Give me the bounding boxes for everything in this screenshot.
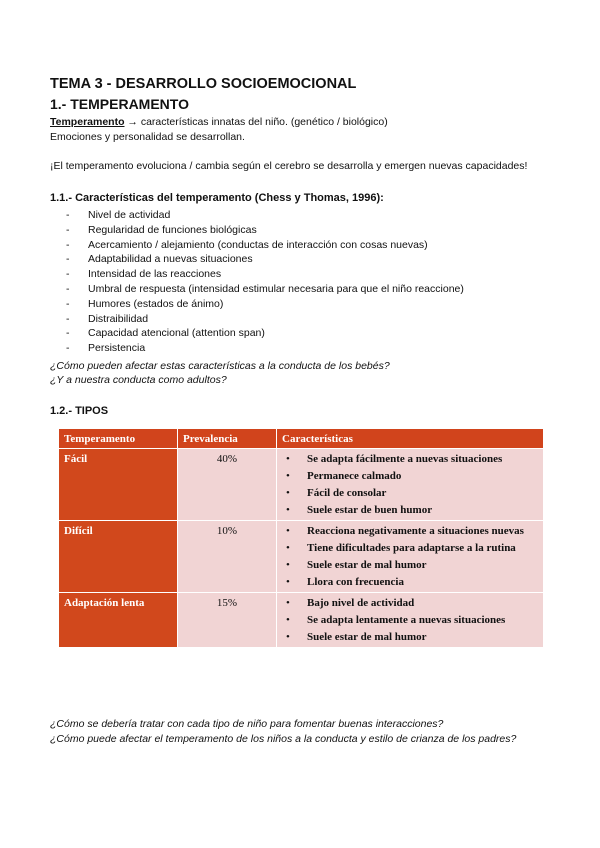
definition-text: características innatas del niño. (genético / biológico)	[140, 116, 388, 128]
section-heading-tipos: 1.2.- TIPOS	[50, 405, 109, 417]
characteristics-cell	[277, 593, 544, 648]
table-header-row	[59, 429, 544, 449]
definition-term: Temperamento	[50, 116, 125, 128]
column-header-caracteristicas: Características	[277, 429, 544, 449]
bullet-icon: •	[286, 470, 290, 482]
section-heading-temperamento: 1.- TEMPERAMENTO	[50, 96, 189, 112]
temperament-type: Adaptación lenta	[59, 593, 178, 648]
list-item: - Intensidad de las reacciones	[66, 268, 222, 281]
question-interactions: ¿Cómo se debería tratar con cada tipo de niño para fomentar buenas interacciones?	[50, 718, 444, 730]
list-item: - Umbral de respuesta (intensidad estimular necesaria para que el niño reaccione)	[66, 282, 464, 295]
bullet-icon: •	[286, 597, 290, 609]
definition-line	[50, 116, 388, 128]
list-item: - Adaptabilidad a nuevas situaciones	[66, 253, 253, 266]
table-row	[59, 593, 544, 648]
bullet-icon: •	[286, 576, 290, 588]
prevalence-value: 10%	[178, 521, 277, 593]
bullet-icon: •	[286, 559, 290, 571]
dash-bullet: -	[66, 327, 70, 340]
list-item: - Acercamiento / alejamiento (conductas de interacción con cosas nuevas)	[66, 238, 428, 251]
dash-bullet: -	[66, 282, 70, 295]
page-title: TEMA 3 - DESARROLLO SOCIOEMOCIONAL	[50, 76, 357, 92]
table-row	[59, 449, 544, 521]
bullet-icon: •	[286, 614, 290, 626]
list-item: • Suele estar de mal humor	[282, 557, 538, 574]
list-item: • Se adapta fácilmente a nuevas situaciones	[282, 451, 538, 468]
dash-bullet: -	[66, 312, 70, 325]
emotions-line: Emociones y personalidad se desarrollan.	[50, 131, 245, 143]
dash-bullet: -	[66, 238, 70, 251]
list-item: • Se adapta lentamente a nuevas situaciones	[282, 612, 538, 629]
list-item: • Fácil de consolar	[282, 485, 538, 502]
list-item: - Persistencia	[66, 342, 146, 355]
evolution-line: ¡El temperamento evoluciona / cambia según el cerebro se desarrolla y emergen nuevas capacidades!	[50, 160, 528, 172]
dash-bullet: -	[66, 297, 70, 310]
list-item: - Humores (estados de ánimo)	[66, 297, 224, 310]
dash-bullet: -	[66, 342, 70, 355]
section-heading-caracteristicas: 1.1.- Características del temperamento (Chess y Thomas, 1996):	[50, 192, 384, 204]
characteristics-cell	[277, 449, 544, 521]
dash-bullet: -	[66, 209, 70, 221]
prevalence-value: 15%	[178, 593, 277, 648]
question-parenting: ¿Cómo puede afectar el temperamento de los niños a la conducta y estilo de crianza de los padres?	[50, 733, 517, 745]
list-item: • Permanece calmado	[282, 468, 538, 485]
temperament-table	[58, 428, 544, 648]
list-item: - Nivel de actividad	[66, 209, 171, 221]
bullet-icon: •	[286, 525, 290, 537]
list-item: • Suele estar de mal humor	[282, 629, 538, 646]
dash-bullet: -	[66, 253, 70, 266]
bullet-icon: •	[286, 504, 290, 516]
list-item: - Capacidad atencional (attention span)	[66, 327, 265, 340]
column-header-prevalencia: Prevalencia	[178, 429, 277, 449]
temperament-type: Difícil	[59, 521, 178, 593]
list-item: • Tiene dificultades para adaptarse a la rutina	[282, 540, 538, 557]
bullet-icon: •	[286, 542, 290, 554]
list-item: - Distraibilidad	[66, 312, 149, 325]
question-behavior-babies: ¿Cómo pueden afectar estas características a la conducta de los bebés?	[50, 360, 390, 372]
dash-bullet: -	[66, 223, 70, 236]
question-adult-behavior: ¿Y a nuestra conducta como adultos?	[50, 374, 227, 386]
characteristics-cell	[277, 521, 544, 593]
traits-list	[64, 208, 464, 356]
bullet-icon: •	[286, 453, 290, 465]
column-header-temperamento: Temperamento	[59, 429, 178, 449]
list-item: • Suele estar de buen humor	[282, 502, 538, 519]
arrow-icon: →	[127, 116, 138, 128]
dash-bullet: -	[66, 268, 70, 281]
bullet-icon: •	[286, 487, 290, 499]
list-item: • Reacciona negativamente a situaciones nuevas	[282, 523, 538, 540]
table-row	[59, 521, 544, 593]
temperament-type: Fácil	[59, 449, 178, 521]
list-item: • Bajo nivel de actividad	[282, 595, 538, 612]
bullet-icon: •	[286, 631, 290, 643]
list-item: • Llora con frecuencia	[282, 574, 538, 591]
prevalence-value: 40%	[178, 449, 277, 521]
list-item: - Regularidad de funciones biológicas	[66, 223, 257, 236]
